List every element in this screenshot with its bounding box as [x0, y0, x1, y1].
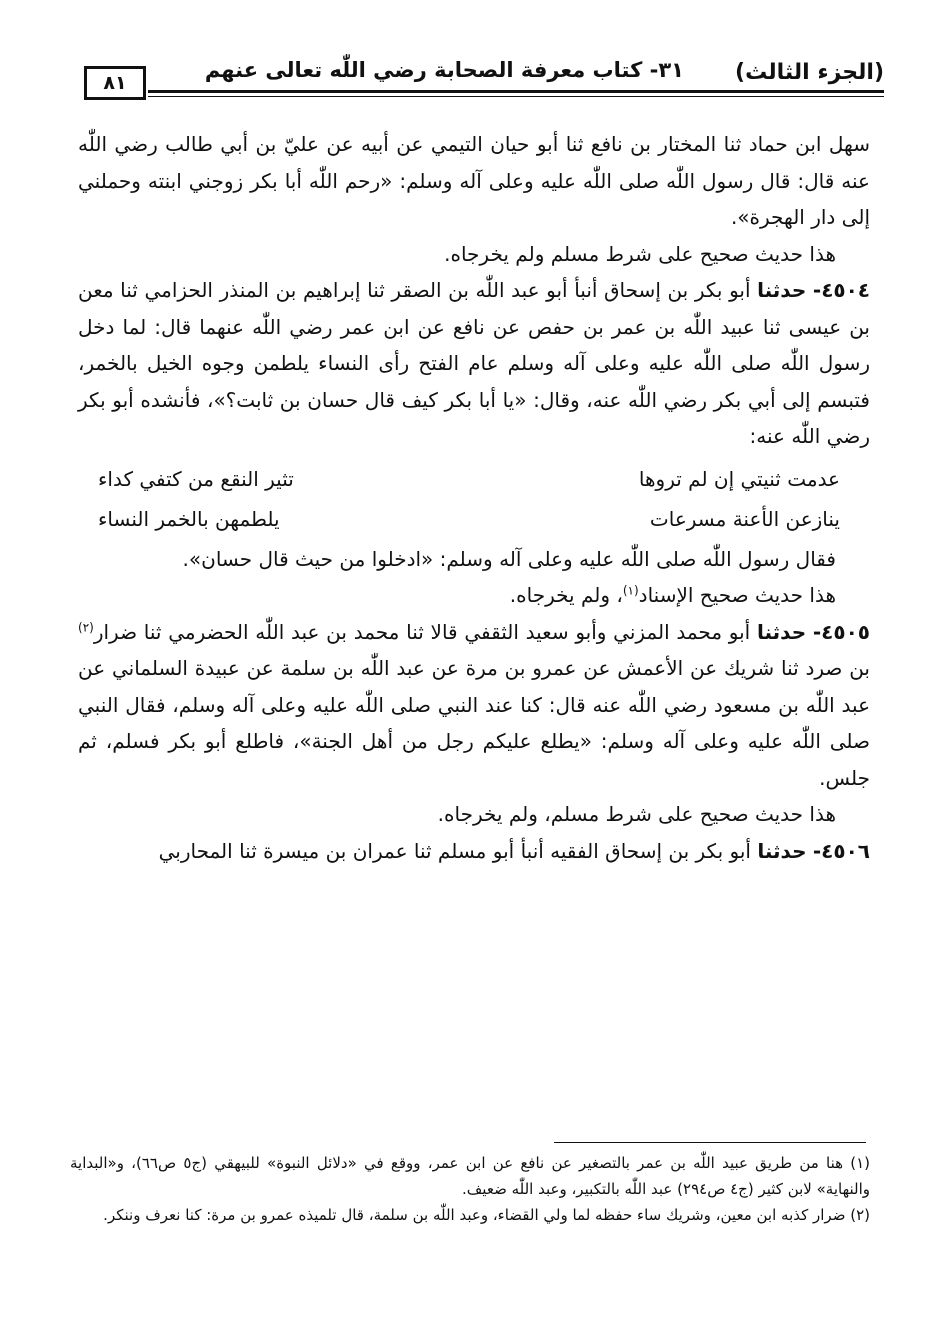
chapter-title: ٣١- كتاب معرفة الصحابة رضي اللّٰه تعالى عنهم [204, 58, 684, 82]
hadith-grade: هذا حديث صحيح على شرط مسلم، ولم يخرجاه. [437, 802, 836, 826]
header-rule-thin [148, 96, 884, 97]
hadith-number: ٤٥٠٦- [812, 838, 870, 863]
footnote-1: (١) هنا من طريق عبيد اللّٰه بن عمر بالتصغير عن نافع عن ابن عمر، ووقع في «دلائل النبوة» للبيهقي (ج٥ ص٦٦)، و«البداية والنهاية» لابن كثير (ج٤ ص٢٩٤) عبد اللّٰه بالتكبير، وعبد اللّٰه ضعيف. [70, 1154, 871, 1198]
footnote-separator [554, 1142, 866, 1143]
page-number-box [84, 66, 146, 100]
poem [78, 459, 870, 539]
poem-first-hemistich: ينازعن الأعنة مسرعات [649, 506, 840, 531]
hadith-text: بن صرد ثنا شريك عن الأعمش عن عمرو بن مرة عن عبد اللّٰه بن سلمة عن عبيدة السلماني عن عبد اللّٰه بن مسعود رضي اللّٰه عنه قال: كنا عند النبي صلى اللّٰه عليه وعلى آله وسلم، فقال النبي صلى اللّٰه عليه وعلى آله وسلم: «يطلع عليكم رجل من أهل الجنة»، فاطلع أبو بكر فسلم، ثم جلس. [78, 656, 870, 790]
poem-second-hemistich: يلطمهن بالخمر النساء [98, 506, 280, 531]
hadith-4505 [78, 614, 870, 797]
running-header [84, 52, 884, 108]
grade-text: هذا حديث صحيح الإسناد [638, 583, 836, 607]
hadith-grade: هذا حديث صحيح على شرط مسلم ولم يخرجاه. [444, 241, 836, 266]
hadith-4506 [78, 833, 870, 870]
hadith-opening: حدثنا [756, 619, 807, 644]
hadith-grade [78, 577, 870, 614]
main-text [78, 126, 870, 869]
poem-first-hemistich: عدمت ثنيتي إن لم تروها [638, 466, 840, 491]
footnotes [70, 1150, 870, 1228]
hadith-text-continued: فقال رسول اللّٰه صلى اللّٰه عليه وعلى آله وسلم: «ادخلوا من حيث قال حسان». [182, 546, 836, 571]
poem-second-hemistich: تثير النقع من كتفي كداء [98, 466, 294, 491]
hadith-text: أبو بكر بن إسحاق الفقيه أنبأ أبو مسلم ثنا عمران بن ميسرة ثنا المحاربي [158, 838, 751, 863]
hadith-number: ٤٥٠٥- [812, 619, 870, 644]
footnote-2: (٢) ضرار كذبه ابن معين، وشريك ساء حفظه لما ولي القضاء، وعبد اللّٰه بن سلمة، قال تلميذه عمرو بن مرة: كنا نعرف وننكر. [103, 1206, 870, 1224]
header-rule-thick [148, 90, 884, 93]
poem-verse [78, 499, 870, 539]
hadith-opening: حدثنا [757, 278, 807, 302]
hadith-text: أبو محمد المزني وأبو سعيد الثقفي قالا ثنا محمد بن عبد اللّٰه الحضرمي ثنا ضرار [93, 619, 751, 644]
poem-verse [78, 459, 870, 499]
hadith-4504 [78, 272, 870, 455]
hadith-number: ٤٥٠٤- [812, 278, 871, 302]
footnote-reference[interactable]: (٢) [78, 619, 94, 634]
hadith-text: أبو بكر بن إسحاق أنبأ أبو عبد اللّٰه بن الصقر ثنا إبراهيم بن المنذر الحزامي ثنا معن بن عيسى ثنا عبيد اللّٰه بن عمر بن حفص عن نافع عن ابن عمر رضي اللّٰه عنهما قال: لما دخل رسول اللّٰه صلى اللّٰه عليه وعلى آله وسلم عام الفتح رأى النساء يلطمن وجوه الخيل بالخمر، فتبسم إلى أبي بكر رضي اللّٰه عنه، وقال: «يا أبا بكر كيف قال حسان بن ثابت؟»، فأنشده أبو بكر رضي اللّٰه عنه: [78, 278, 870, 448]
footnote-reference[interactable]: (١) [622, 583, 639, 598]
hadith-opening: حدثنا [757, 838, 807, 863]
volume-label: (الجزء الثالث) [735, 60, 884, 85]
page-number: ٨١ [103, 72, 127, 94]
hadith-continuation: سهل ابن حماد ثنا المختار بن نافع ثنا أبو حيان التيمي عن أبيه عن عليّ بن أبي طالب رضي اللّٰه عنه قال: قال رسول اللّٰه صلى اللّٰه عليه وعلى آله وسلم: «رحم اللّٰه أبا بكر زوجني ابنته وحملني إلى دار الهجرة». [78, 132, 870, 229]
grade-text: ، ولم يخرجاه. [509, 583, 623, 607]
